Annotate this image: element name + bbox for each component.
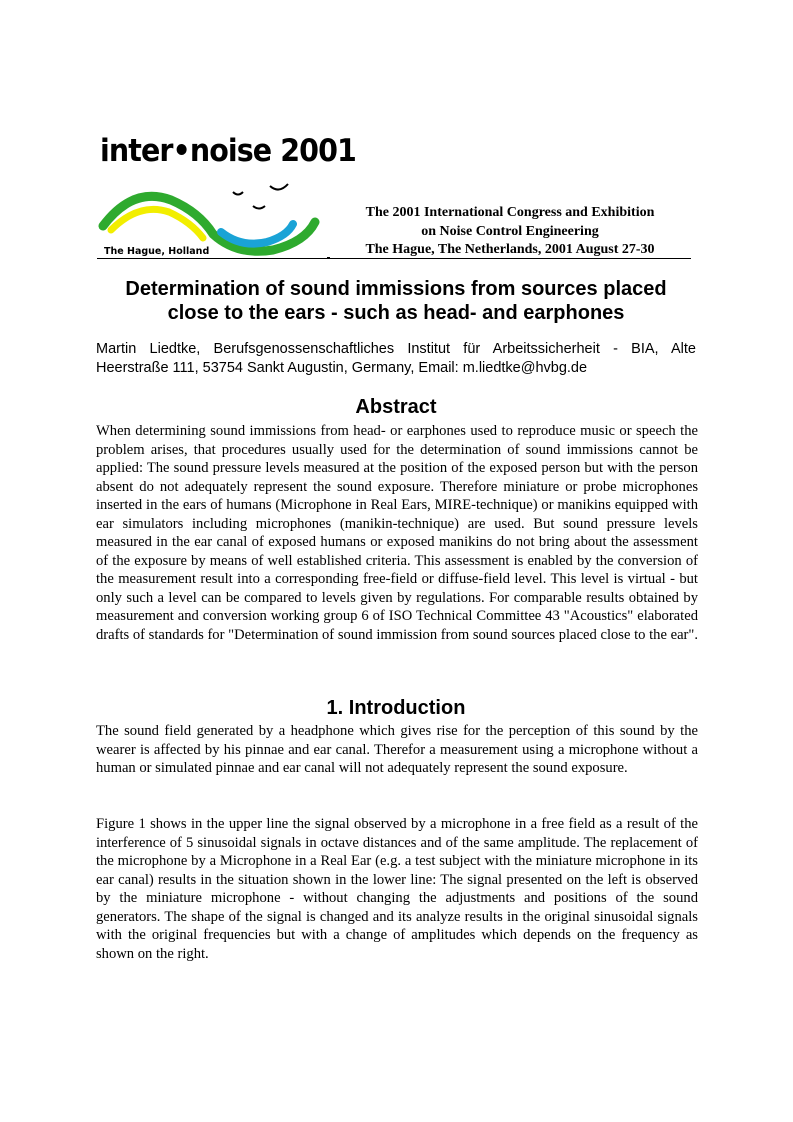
logo-smile-mark — [233, 192, 243, 195]
paper-authors: Martin Liedtke, Berufsgenossenschaftliches Institut für Arbeitssicherheit - BIA, Alte Heerstraße 111, 53754 Sankt Augustin, Germany, Email: m.liedtke@hvbg.de — [96, 341, 696, 376]
paper-title — [96, 277, 696, 325]
paper-title-line-1: Determination of sound immissions from sources placed — [125, 278, 667, 300]
header-divider — [97, 258, 691, 259]
conference-info — [330, 204, 690, 260]
logo-smile-mark — [253, 206, 265, 209]
conference-name: The 2001 International Congress and Exhibition — [365, 205, 655, 220]
conference-location-date: The Hague, The Netherlands, 2001 August 27-30 — [365, 242, 655, 257]
conference-logo-wordmark: inter•noise 2001 — [100, 133, 356, 169]
header-divider-mark — [327, 257, 330, 259]
paper-title-line-2: close to the ears - such as head- and earphones — [167, 302, 625, 324]
introduction-paragraph-2: Figure 1 shows in the upper line the signal observed by a microphone in a free field as a result of the interference of 5 sinusoidal signals in octave distances and of the same amplitude. The replacement of the microphone by a Microphone in a Real Ear (e.g. a test subject with the miniature microphone in its ear canal) results in the situation shown in the lower line: The signal presented on the left is observed by the miniature microphone - without changing the adjustments and positions of the sound generators. The shape of the signal is changed and its analyze results in the original sinusoidal signals with the original frequencies but with a change of amplitudes which depends on the frequency as shown on the right. — [96, 816, 698, 962]
introduction-paragraph-1: The sound field generated by a headphone which gives rise for the perception of this sound by the wearer is affected by his pinnae and ear canal. Therefor a measurement using a microphone without a human or simulated pinnae and ear canal will not adequately represent the sound exposure. — [96, 723, 698, 776]
logo-blue-arc — [221, 224, 293, 244]
logo-green-arc — [103, 196, 315, 251]
abstract-heading: Abstract — [355, 396, 437, 418]
logo-smile-mark — [270, 184, 288, 190]
conference-logo-city: The Hague, Holland — [104, 246, 210, 257]
introduction-heading: 1. Introduction — [326, 697, 466, 719]
abstract-text: When determining sound immissions from head- or earphones used to reproduce music or speech the problem arises, that procedures usually used for the determination of sound immissions cannot be applied: The sound pressure levels measured at the position of the exposed person but with the person absent do not adequately represent the sound exposure. Therefore miniature or probe microphones inserted in the ears of humans (Microphone in Real Ears, MIRE-technique) or manikins equipped with ear simulators including microphones (manikin-technique) are used. But sound pressure levels measured in the ear canal of exposed humans or exposed manikins do not bring about the assessment of the exposure by means of well established criteria. This assessment is enabled by the conversion of the measurement result into a corresponding free-field or diffuse-field level. This level is virtual - but only such a level can be compared to levels given by regulations. For comparable results obtained by measurement and conversion working group 6 of ISO Technical Committee 43 "Acoustics" elaborated drafts of standards for "Determination of sound immission from sound sources placed close to the ear". — [96, 423, 699, 643]
conference-subtitle: on Noise Control Engineering — [421, 223, 599, 239]
